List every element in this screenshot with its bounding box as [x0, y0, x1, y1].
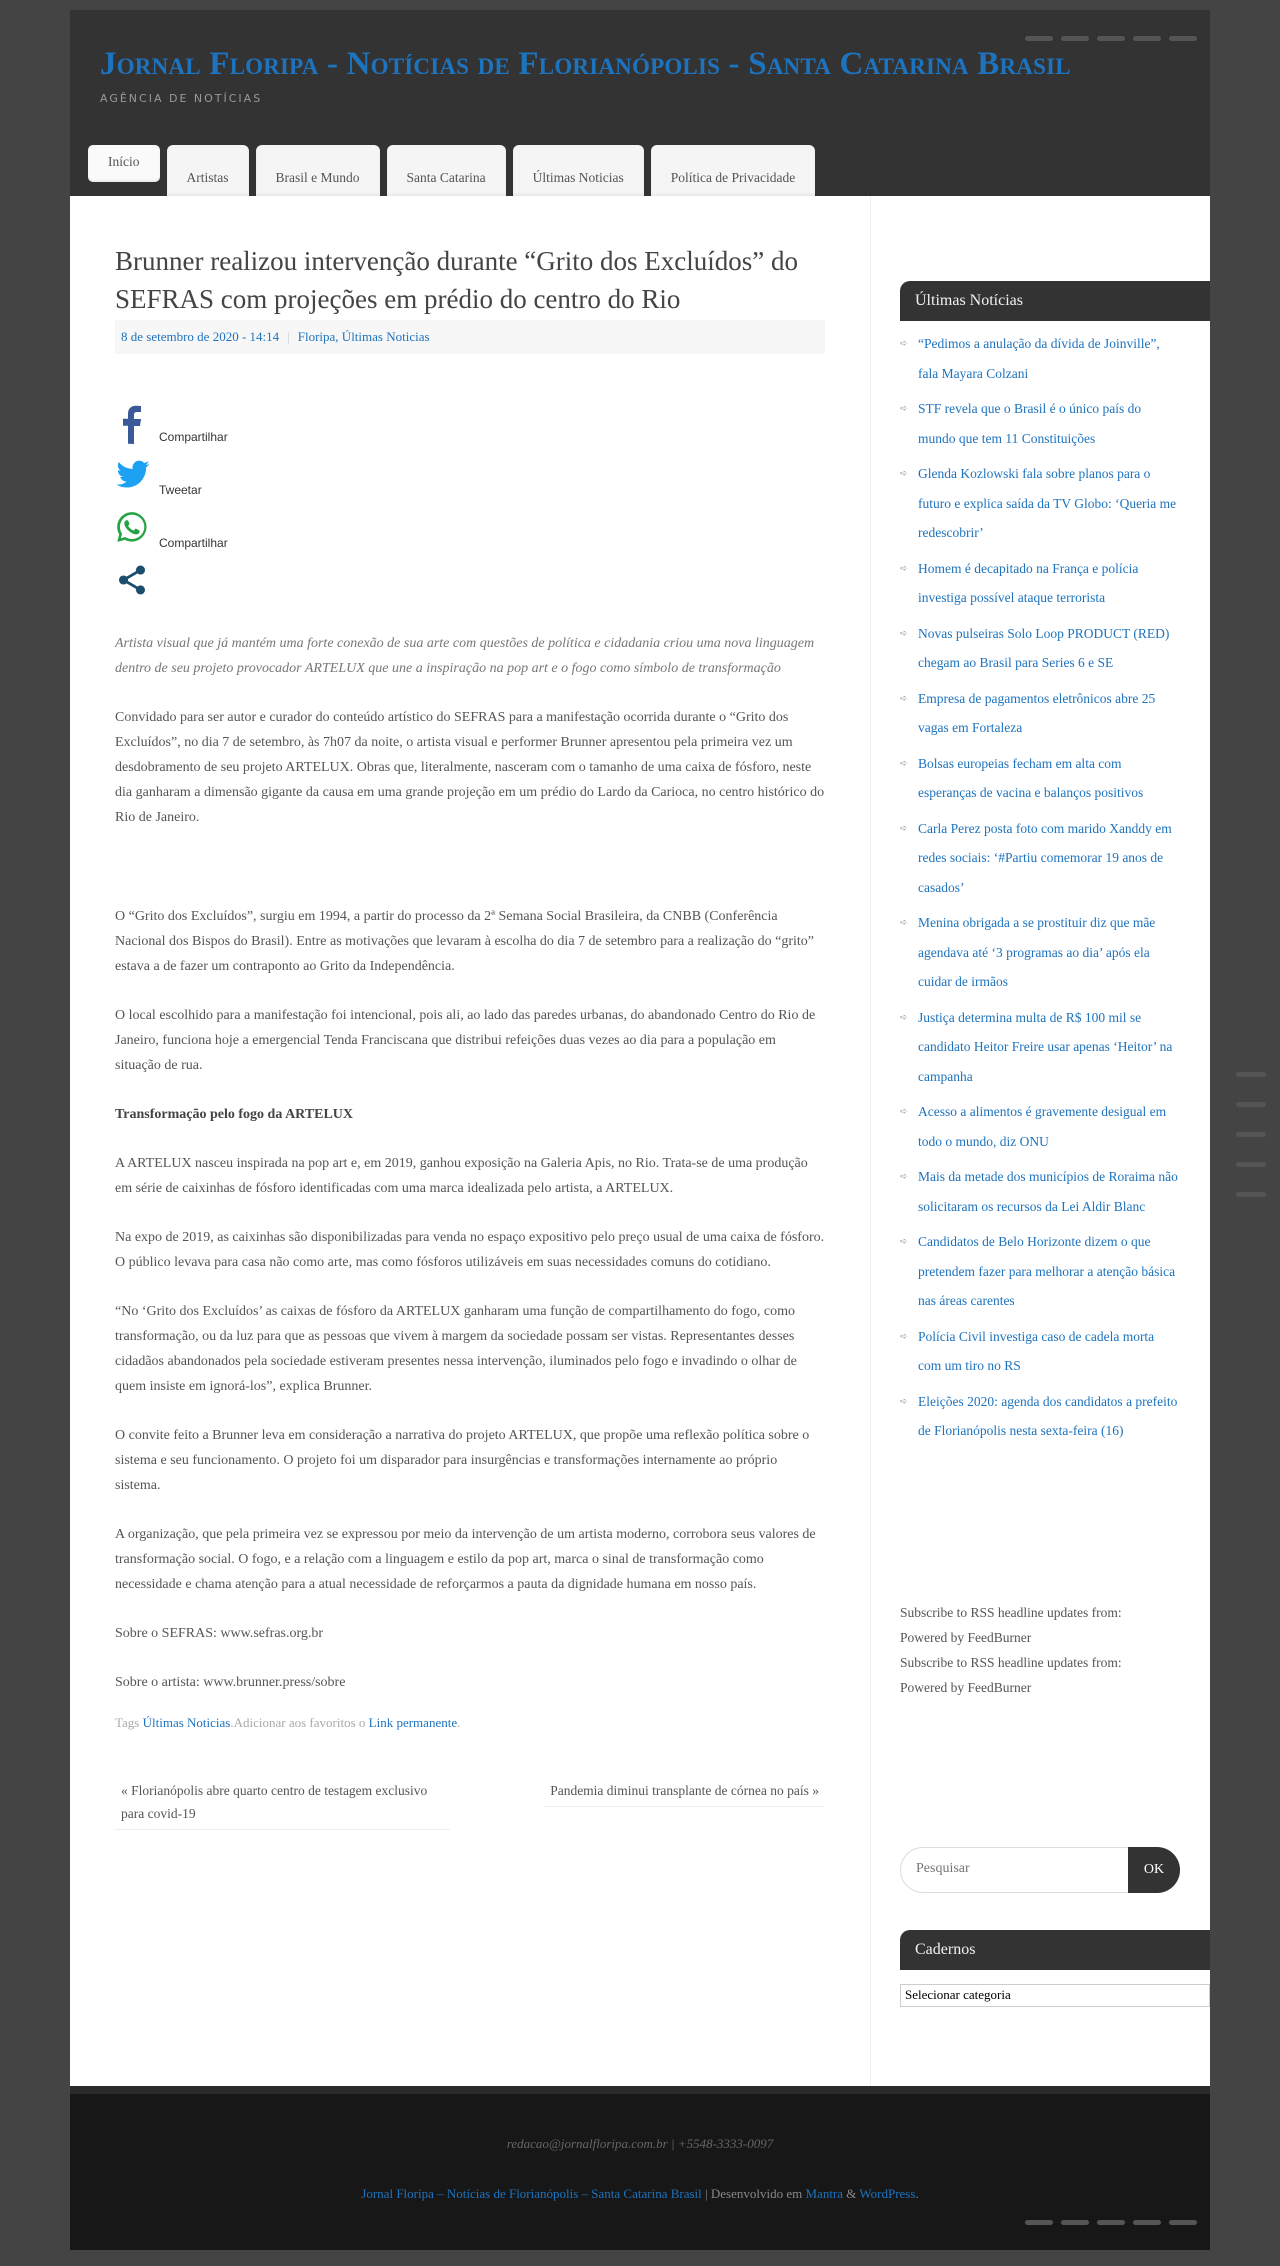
arrow-icon: ➪ [900, 1011, 908, 1022]
header-decoration [1025, 36, 1197, 41]
cadernos-title: Cadernos [900, 1930, 1210, 1970]
article-paragraph: A ARTELUX nasceu inspirada na pop art e, em 2019, ganhou exposição na Galeria Apis, no Rio. Trata-se de uma produção em série de caixinhas de fósforo identificadas com uma marca idealizada pelo artista, a ARTELUX. [115, 1156, 808, 1196]
nav-item-politica-de-privacidade[interactable]: Política de Privacidade [651, 145, 815, 196]
share-whatsapp-button[interactable] [115, 510, 825, 563]
latest-news-link[interactable]: Novas pulseiras Solo Loop PRODUCT (RED) chegam ao Brasil para Series 6 e SE [918, 625, 1170, 670]
footer-mantra-link[interactable]: Mantra [805, 2186, 844, 2201]
article-subheading: Transformação pelo fogo da ARTELUX [115, 1107, 354, 1122]
footer-developed-text: | Desenvolvido em [701, 2186, 806, 2201]
article-paragraph: O local escolhido para a manifestação foi intencional, pois ali, ao lado das paredes urbanas, do abandonado Centro do Rio de Janeiro, funciona hoje a emergencial Tenda Franciscana que distribui refeições duas vezes ao dia para a população em situação de rua. [115, 1008, 816, 1073]
search-form [900, 1847, 1180, 1893]
nav-item-santa-catarina[interactable]: Santa Catarina [387, 145, 506, 196]
latest-news-link[interactable]: Glenda Kozlowski fala sobre planos para o futuro e explica saída da TV Globo: ‘Queria me redescobrir’ [918, 466, 1177, 540]
arrow-icon: ➪ [900, 757, 908, 768]
latest-news-link[interactable]: Eleições 2020: agenda dos candidatos a prefeito de Florianópolis nesta sexta-feira (16) [918, 1393, 1178, 1438]
footer-decoration [1025, 2220, 1197, 2225]
tags-period: . [457, 1715, 461, 1730]
nav-item-ultimas-noticias[interactable]: Últimas Noticias [513, 145, 644, 196]
footer-contact: redacao@jornalfloripa.com.br | +5548-3333-0097 [506, 2136, 774, 2151]
latest-news-item [900, 814, 1180, 903]
arrow-icon: ➪ [900, 1106, 908, 1116]
site-footer [70, 2086, 1210, 2250]
article-paragraph: A organização, que pela primeira vez se expressou por meio da intervenção de um artista moderno, corrobora seus valores de transformação social. O fogo, e a relação com a linguagem e estilo da pop art, marca o sinal de transformação como necessidade e chama atenção para a atual necessidade de reforçarmos a pauta da dignidade humana em nosso país. [115, 1527, 816, 1592]
arrow-icon: ➪ [900, 1171, 908, 1181]
arrow-icon: ➪ [900, 1395, 908, 1406]
article-paragraph: Convidado para ser autor e curador do conteúdo artístico do SEFRAS para a manifestação ocorrida durante o “Grito dos Excluídos”, no dia 7 de setembro, às 7h07 da noite, o artista visual e performer Brunner apresentou pela primeira vez um desdobramento de seu projeto ARTELUX. Obras que, literalmente, nasceram com o tamanho de uma caixa de fósforo, neste dia ganharam a dimensão gigante da causa em uma grande projeção em um prédio do Lardo da Carioca, no centro histórico do Rio de Janeiro. [115, 710, 825, 825]
latest-news-link[interactable]: Carla Perez posta foto com marido Xanddy em redes sociais: ‘#Partiu comemorar 19 anos de casados’ [918, 820, 1172, 895]
arrow-icon: ➪ [900, 1330, 908, 1341]
arrow-icon: ➪ [900, 1236, 908, 1246]
share-facebook-button[interactable] [115, 404, 825, 457]
arrow-icon: ➪ [900, 403, 908, 413]
latest-news-item [900, 684, 1180, 743]
latest-news-item [900, 1387, 1180, 1446]
latest-news-item [900, 459, 1180, 548]
article [115, 242, 825, 1830]
feedburner-text: Powered by FeedBurner [900, 1630, 1032, 1645]
latest-news-item [900, 554, 1180, 613]
arrow-icon: ➪ [900, 917, 908, 927]
main-navigation [88, 145, 815, 196]
latest-news-link[interactable]: Homem é decapitado na França e polícia investiga possível ataque terrorista [918, 560, 1139, 605]
article-paragraph: Na expo de 2019, as caixinhas são disponibilizadas para venda no espaço expositivo pelo preço usual de uma caixa de fósforo. O público levava para casa não como arte, mas como fósforos utilizáveis em suas necessidades comuns do cotidiano. [115, 1230, 825, 1270]
arrow-icon: ➪ [900, 562, 908, 573]
footer-period: . [915, 2186, 919, 2201]
nav-item-artistas[interactable]: Artistas [167, 145, 249, 196]
feedburner-text: Powered by FeedBurner [900, 1680, 1032, 1695]
article-categories[interactable]: Floripa, Últimas Noticias [297, 329, 430, 344]
latest-news-item [900, 1162, 1180, 1221]
search-input[interactable] [916, 1861, 1116, 1877]
cadernos-widget [900, 1930, 1210, 2002]
previous-post-link[interactable]: « Florianópolis abre quarto centro de testagem exclusivo para covid-19 [115, 1779, 450, 1830]
page-wrapper [70, 10, 1210, 2250]
next-post-link[interactable]: Pandemia diminui transplante de córnea no país » [544, 1779, 825, 1807]
latest-news-link[interactable]: Mais da metade dos municípios de Roraima não solicitaram os recursos da Lei Aldir Blanc [918, 1169, 1178, 1214]
article-paragraph: O convite feito a Brunner leva em consideração a narrativa do projeto ARTELUX, que propõe uma reflexão política sobre o sistema e seu funcionamento. O projeto foi um disparador para insurgências e transformações internamente ao próprio sistema. [115, 1428, 810, 1493]
whatsapp-icon [115, 510, 149, 544]
side-decoration [1236, 1072, 1266, 1222]
share-facebook-label: Compartilhar [159, 430, 228, 444]
article-paragraph: “No ‘Grito dos Excluídos’ as caixas de fósforo da ARTELUX ganharam uma função de compartilhamento do fogo, como transformação, ou da luz para que as pessoas que vivem à margem da sociedade possam ser vistas. Representantes desses cidadãos abandonados pela sociedade estiveram presentes nessa intervenção, iluminados pelo fogo e invadindo o olhar de quem insiste em ignorá-los”, explica Brunner. [115, 1304, 797, 1394]
content-spacer [115, 854, 825, 904]
article-date[interactable]: 8 de setembro de 2020 - 14:14 [121, 329, 280, 344]
share-twitter-label: Tweetar [159, 483, 202, 497]
rss-text: Subscribe to RSS headline updates from: [900, 1605, 1122, 1620]
arrow-icon: ➪ [900, 692, 908, 703]
latest-news-link[interactable]: Polícia Civil investiga caso de cadela morta com um tiro no RS [918, 1328, 1155, 1373]
twitter-icon [115, 457, 151, 493]
arrow-icon: ➪ [900, 822, 908, 833]
tags-prefix: Tags [115, 1715, 140, 1730]
latest-news-item [900, 329, 1180, 388]
latest-news-item [900, 1003, 1180, 1092]
arrow-icon: ➪ [900, 468, 908, 478]
share-twitter-button[interactable] [115, 457, 825, 510]
footer-site-link[interactable]: Jornal Floripa – Notícias de Florianópolis – Santa Catarina Brasil [361, 2186, 702, 2201]
article-title: Brunner realizou intervenção durante “Grito dos Excluídos” do SEFRAS com projeções em prédio do centro do Rio [115, 246, 799, 314]
main-area [70, 196, 1210, 2086]
facebook-icon [115, 404, 149, 444]
share-more-button[interactable] [115, 563, 825, 603]
tag-link[interactable]: Últimas Noticias [142, 1715, 231, 1730]
latest-news-link[interactable]: STF revela que o Brasil é o único país do mundo que tem 11 Constituições [918, 401, 1142, 446]
latest-news-item [900, 749, 1180, 808]
latest-news-title: Últimas Notícias [900, 281, 1210, 321]
latest-news-item [900, 619, 1180, 678]
article-meta [115, 320, 825, 354]
article-paragraph: Sobre o SEFRAS: www.sefras.org.br [115, 1626, 324, 1641]
rss-text: Subscribe to RSS headline updates from: [900, 1655, 1122, 1670]
latest-news-item [900, 1227, 1180, 1316]
latest-news-link[interactable]: Acesso a alimentos é gravemente desigual em todo o mundo, diz ONU [918, 1104, 1167, 1149]
rss-widget [900, 1600, 1200, 1700]
latest-news-widget [900, 281, 1210, 1452]
latest-news-item [900, 394, 1180, 453]
article-lead: Artista visual que já mantém uma forte conexão de sua arte com questões de política e cidadania criou uma nova linguagem dentro de seu projeto provocador ARTELUX que une a inspiração na pop art e o fogo como símbolo de transformação [115, 636, 815, 676]
latest-news-item [900, 908, 1180, 997]
search-button[interactable]: OK [1128, 1847, 1180, 1893]
footer-amp: & [843, 2186, 860, 2201]
footer-wordpress-link[interactable]: WordPress [859, 2186, 916, 2201]
latest-news-link[interactable]: Empresa de pagamentos eletrônicos abre 25 vagas em Fortaleza [918, 690, 1156, 735]
latest-news-link[interactable]: Candidatos de Belo Horizonte dizem o que pretendem fazer para melhorar a atenção básica nas áreas carentes [918, 1234, 1176, 1308]
sidebar-divider [870, 196, 871, 2086]
article-paragraph: Sobre o artista: www.brunner.press/sobre [115, 1675, 346, 1690]
latest-news-link[interactable]: Menina obrigada a se prostituir diz que mãe agendava até ‘3 programas ao dia’ após ela cuidar de irmãos [918, 915, 1156, 989]
arrow-icon: ➪ [900, 338, 908, 348]
category-select[interactable]: Selecionar categoria [900, 1984, 1210, 2007]
permalink-link[interactable]: Link permanente [368, 1715, 458, 1730]
article-tags [115, 1715, 825, 1731]
share-buttons [115, 404, 825, 603]
bookmark-text: .Adicionar aos favoritos o [230, 1715, 366, 1730]
latest-news-link[interactable]: Bolsas europeias fecham em alta com esperanças de vacina e balanços positivos [918, 755, 1144, 800]
article-body [115, 631, 825, 1695]
nav-item-inicio[interactable]: Início [88, 145, 160, 182]
share-whatsapp-label: Compartilhar [159, 536, 228, 550]
article-paragraph: O “Grito dos Excluídos”, surgiu em 1994, a partir do processo da 2ª Semana Social Brasileira, da CNBB (Conferência Nacional dos Bispos do Brasil). Entre as motivações que levaram à escolha do dia 7 de setembro para a realização do “grito” estava a de fazer um contraponto ao Grito da Independência. [115, 909, 814, 974]
site-title[interactable]: Jornal Floripa - Notícias de Florianópolis - Santa Catarina Brasil [100, 46, 1071, 82]
nav-item-brasil-e-mundo[interactable]: Brasil e Mundo [256, 145, 380, 196]
latest-news-item [900, 1097, 1180, 1156]
site-description: AGÊNCIA DE NOTÍCIAS [100, 92, 263, 105]
meta-separator: | [287, 329, 290, 344]
latest-news-link[interactable]: Justiça determina multa de R$ 100 mil se candidato Heitor Freire usar apenas ‘Heitor’ na campanha [918, 1009, 1173, 1084]
arrow-icon: ➪ [900, 627, 908, 638]
latest-news-list [900, 321, 1210, 1446]
site-header [70, 10, 1210, 196]
post-navigation [115, 1779, 825, 1830]
share-icon [115, 563, 149, 597]
latest-news-item [900, 1322, 1180, 1381]
latest-news-link[interactable]: “Pedimos a anulação da dívida de Joinville”, fala Mayara Colzani [918, 336, 1160, 381]
footer-credits [70, 2186, 1210, 2202]
